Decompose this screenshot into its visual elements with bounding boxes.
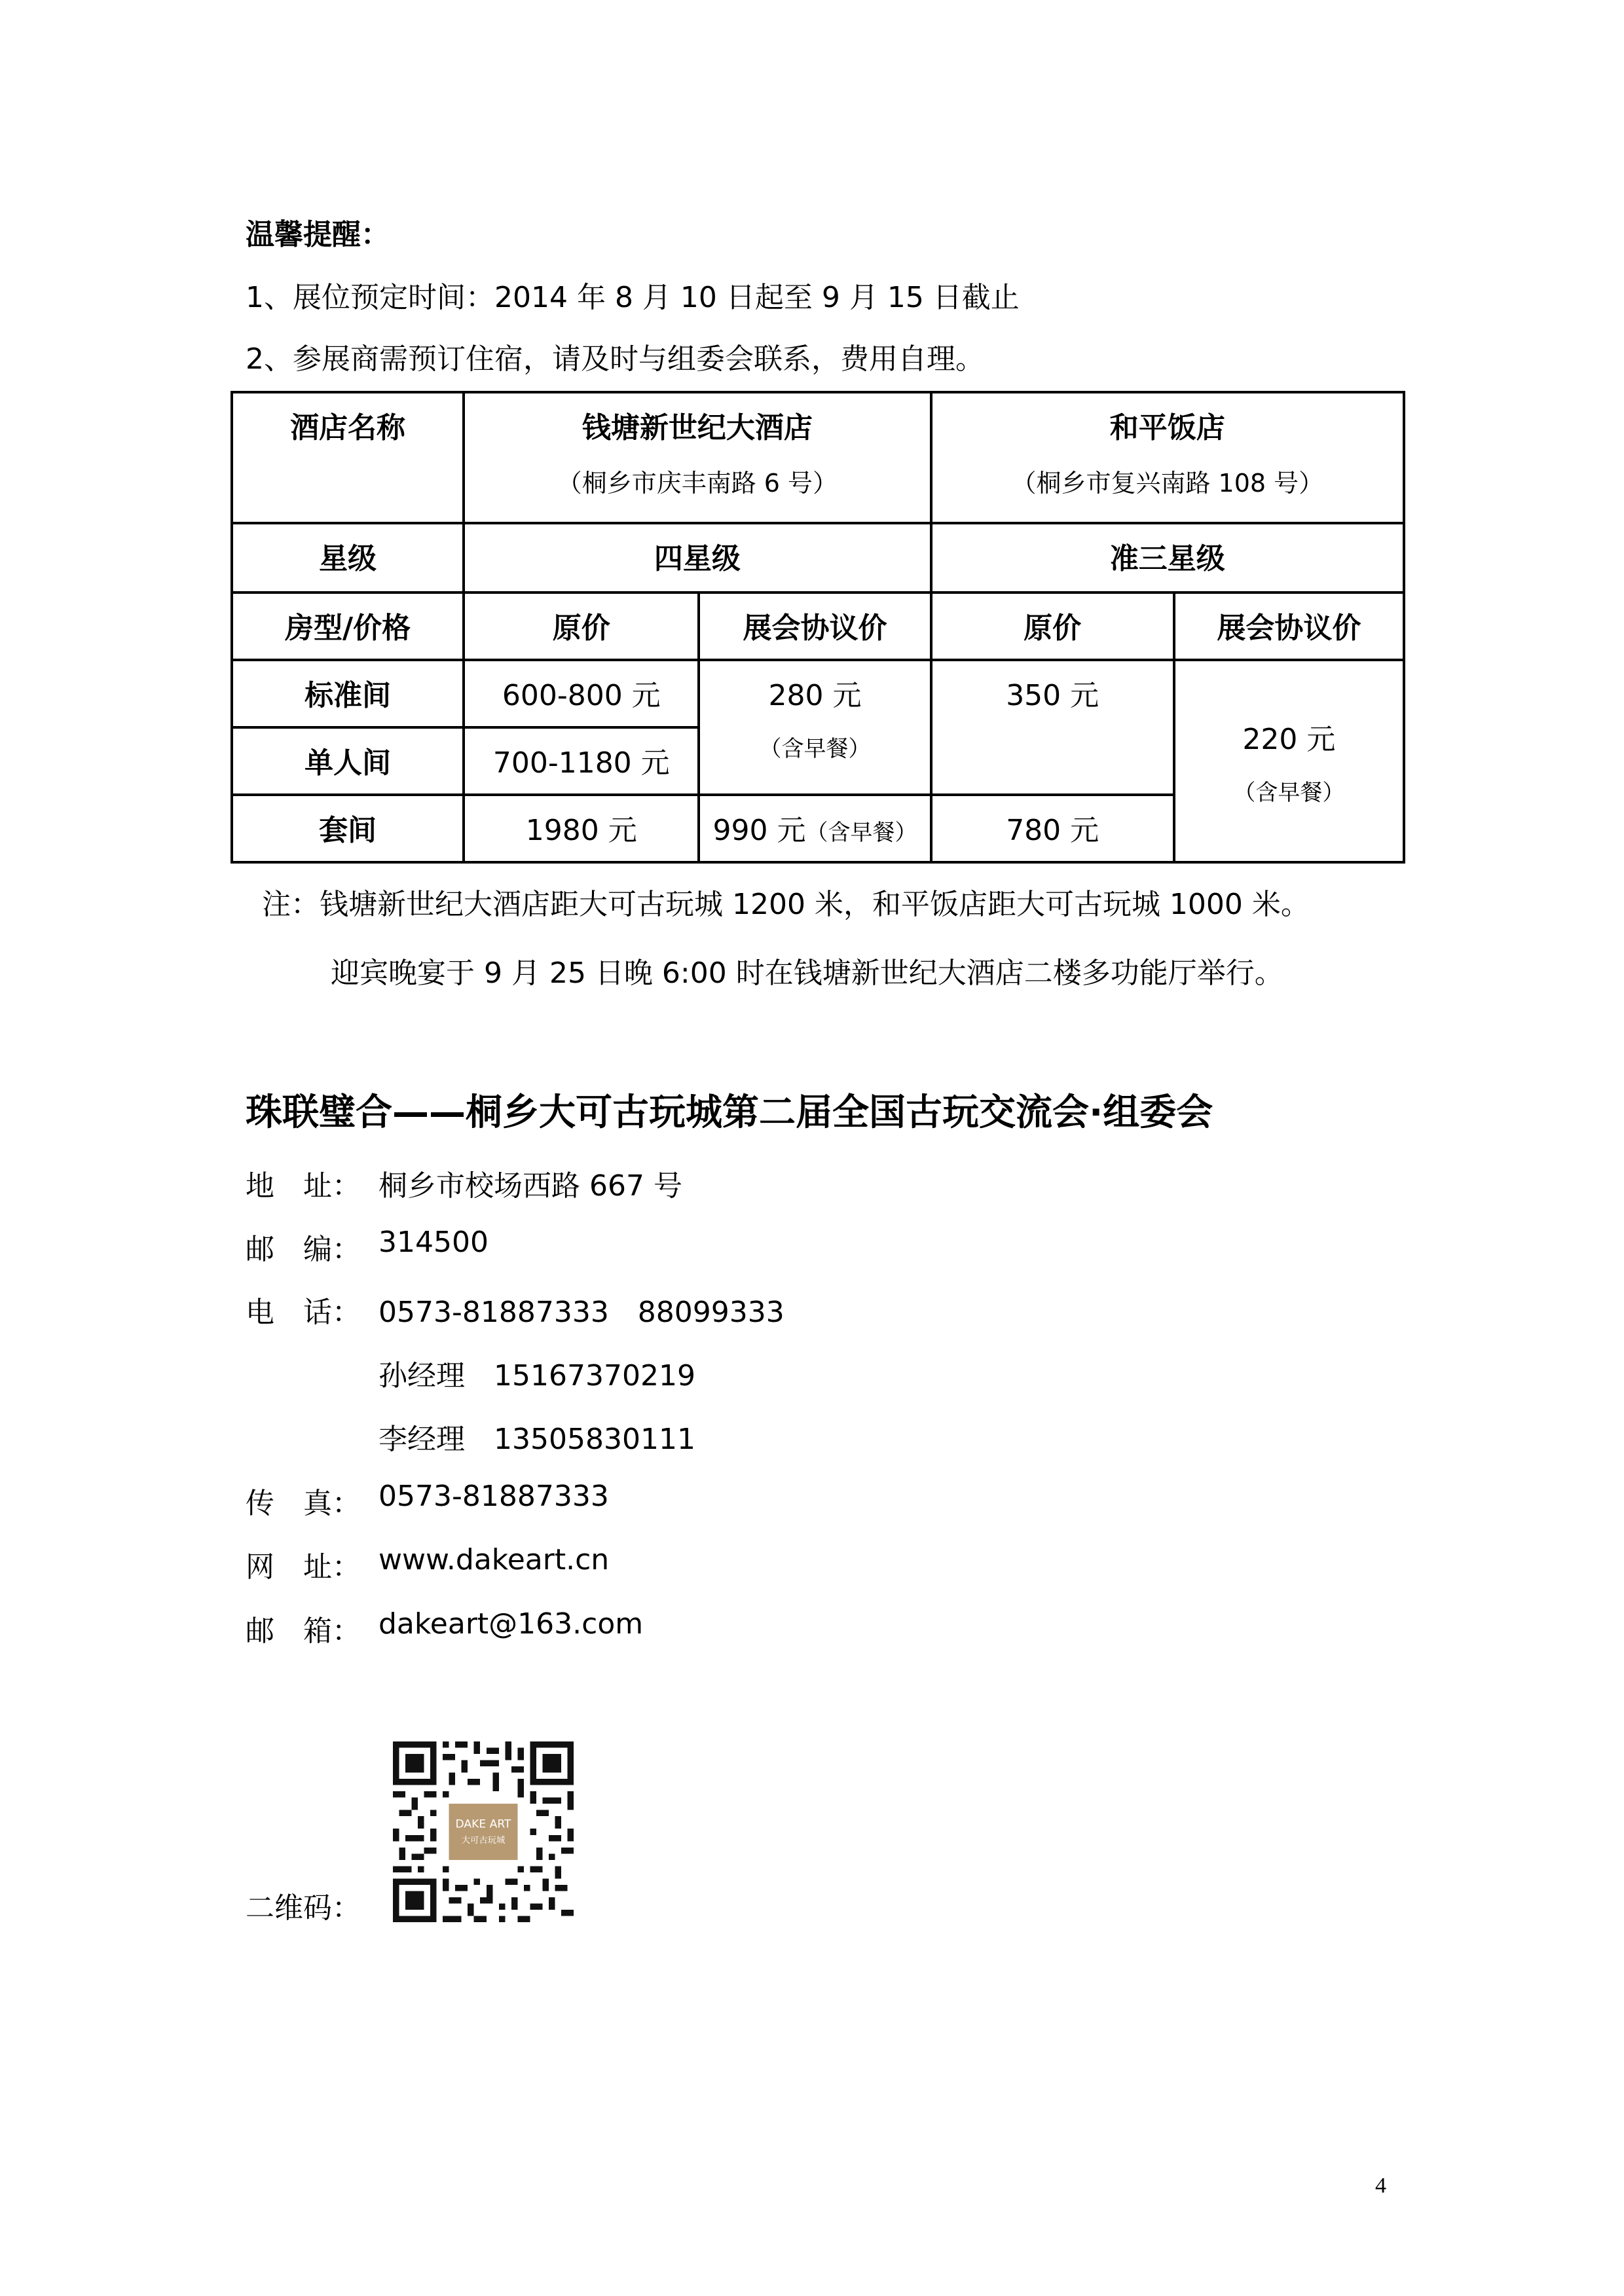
address-label: 地 址： <box>246 1169 361 1203</box>
hotel2-star: 准三星级 <box>931 523 1404 592</box>
header-star: 星级 <box>232 523 464 592</box>
hotel1-name: 钱塘新世纪大酒店 <box>581 411 813 445</box>
hotel1-deal-suite-note: （含早餐） <box>805 820 917 846</box>
room-type-standard: 标准间 <box>232 660 464 727</box>
web-value: www.dakeart.cn <box>378 1543 610 1576</box>
table-row <box>232 660 1404 727</box>
hotel2-orig-suite: 780 元 <box>931 795 1174 862</box>
note-distance: 注：钱塘新世纪大酒店距大可古玩城 1200 米，和平饭店距大可古玩城 1000 米。 <box>262 888 1310 921</box>
hotel2-deal-shared <box>1174 660 1404 862</box>
page-number: 4 <box>1375 2174 1386 2198</box>
hotel1-deal-suite <box>699 795 931 862</box>
hotel1-orig-standard: 600-800 元 <box>464 660 699 727</box>
email-label: 邮 箱： <box>246 1614 361 1648</box>
hotel2-name-cell <box>931 392 1404 523</box>
hotel2-name: 和平饭店 <box>1109 411 1225 445</box>
postcode-label: 邮 编： <box>246 1233 361 1266</box>
manager-2: 李经理 13505830111 <box>378 1423 695 1456</box>
hotel2-address: （桐乡市复兴南路 108 号） <box>1011 469 1324 498</box>
reminder-line-2: 2、参展商需预订住宿，请及时与组委会联系，费用自理。 <box>246 342 984 376</box>
reminder-line-1: 1、展位预定时间：2014 年 8 月 10 日起至 9 月 15 日截止 <box>246 281 1020 314</box>
phone-value: 0573-81887333 88099333 <box>378 1296 784 1329</box>
qr-code-icon <box>393 1741 574 1922</box>
hotel1-orig-header: 原价 <box>464 592 699 660</box>
table-row-star <box>232 523 1404 592</box>
header-room-type: 房型/价格 <box>232 592 464 660</box>
hotel1-star: 四星级 <box>464 523 931 592</box>
hotel1-deal-suite-price: 990 元 <box>712 814 806 847</box>
header-hotel-name: 酒店名称 <box>232 392 464 523</box>
hotel2-orig-standard: 350 元 <box>931 660 1174 795</box>
postcode-value: 314500 <box>378 1226 489 1259</box>
reminder-title: 温馨提醒： <box>246 218 390 251</box>
hotel1-deal-shared <box>699 660 931 795</box>
org-title: 珠联璧合——桐乡大可古玩城第二届全国古玩交流会·组委会 <box>246 1091 1213 1134</box>
web-label: 网 址： <box>246 1550 361 1584</box>
qr-logo-text-1: DAKE ART <box>455 1817 511 1831</box>
hotel1-address: （桐乡市庆丰南路 6 号） <box>557 469 838 498</box>
manager-1: 孙经理 15167370219 <box>378 1359 695 1393</box>
qr-label: 二维码： <box>246 1891 361 1925</box>
note-banquet: 迎宾晚宴于 9 月 25 日晚 6:00 时在钱塘新世纪大酒店二楼多功能厅举行。 <box>331 957 1283 990</box>
fax-label: 传 真： <box>246 1487 361 1520</box>
hotel2-deal-shared-note: （含早餐） <box>1233 780 1345 806</box>
phone-label: 电 话： <box>246 1296 361 1329</box>
hotel1-deal-shared-note: （含早餐） <box>759 736 871 762</box>
qr-logo-text-2: 大可古玩城 <box>461 1836 506 1846</box>
hotel1-orig-suite: 1980 元 <box>464 795 699 862</box>
hotel2-deal-shared-price: 220 元 <box>1242 723 1336 756</box>
hotel2-orig-header: 原价 <box>931 592 1174 660</box>
hotel1-orig-single: 700-1180 元 <box>464 727 699 795</box>
hotel-table <box>231 391 1405 864</box>
hotel2-deal-header: 展会协议价 <box>1174 592 1404 660</box>
table-row-room-header <box>232 592 1404 660</box>
room-type-single: 单人间 <box>232 727 464 795</box>
table-row-hotel-name <box>232 392 1404 523</box>
hotel1-deal-header: 展会协议价 <box>699 592 931 660</box>
room-type-suite: 套间 <box>232 795 464 862</box>
fax-value: 0573-81887333 <box>378 1480 609 1513</box>
email-value: dakeart@163.com <box>378 1607 644 1641</box>
address-value: 桐乡市校场西路 667 号 <box>378 1169 682 1203</box>
hotel1-name-cell <box>464 392 931 523</box>
hotel1-deal-shared-price: 280 元 <box>768 679 862 712</box>
